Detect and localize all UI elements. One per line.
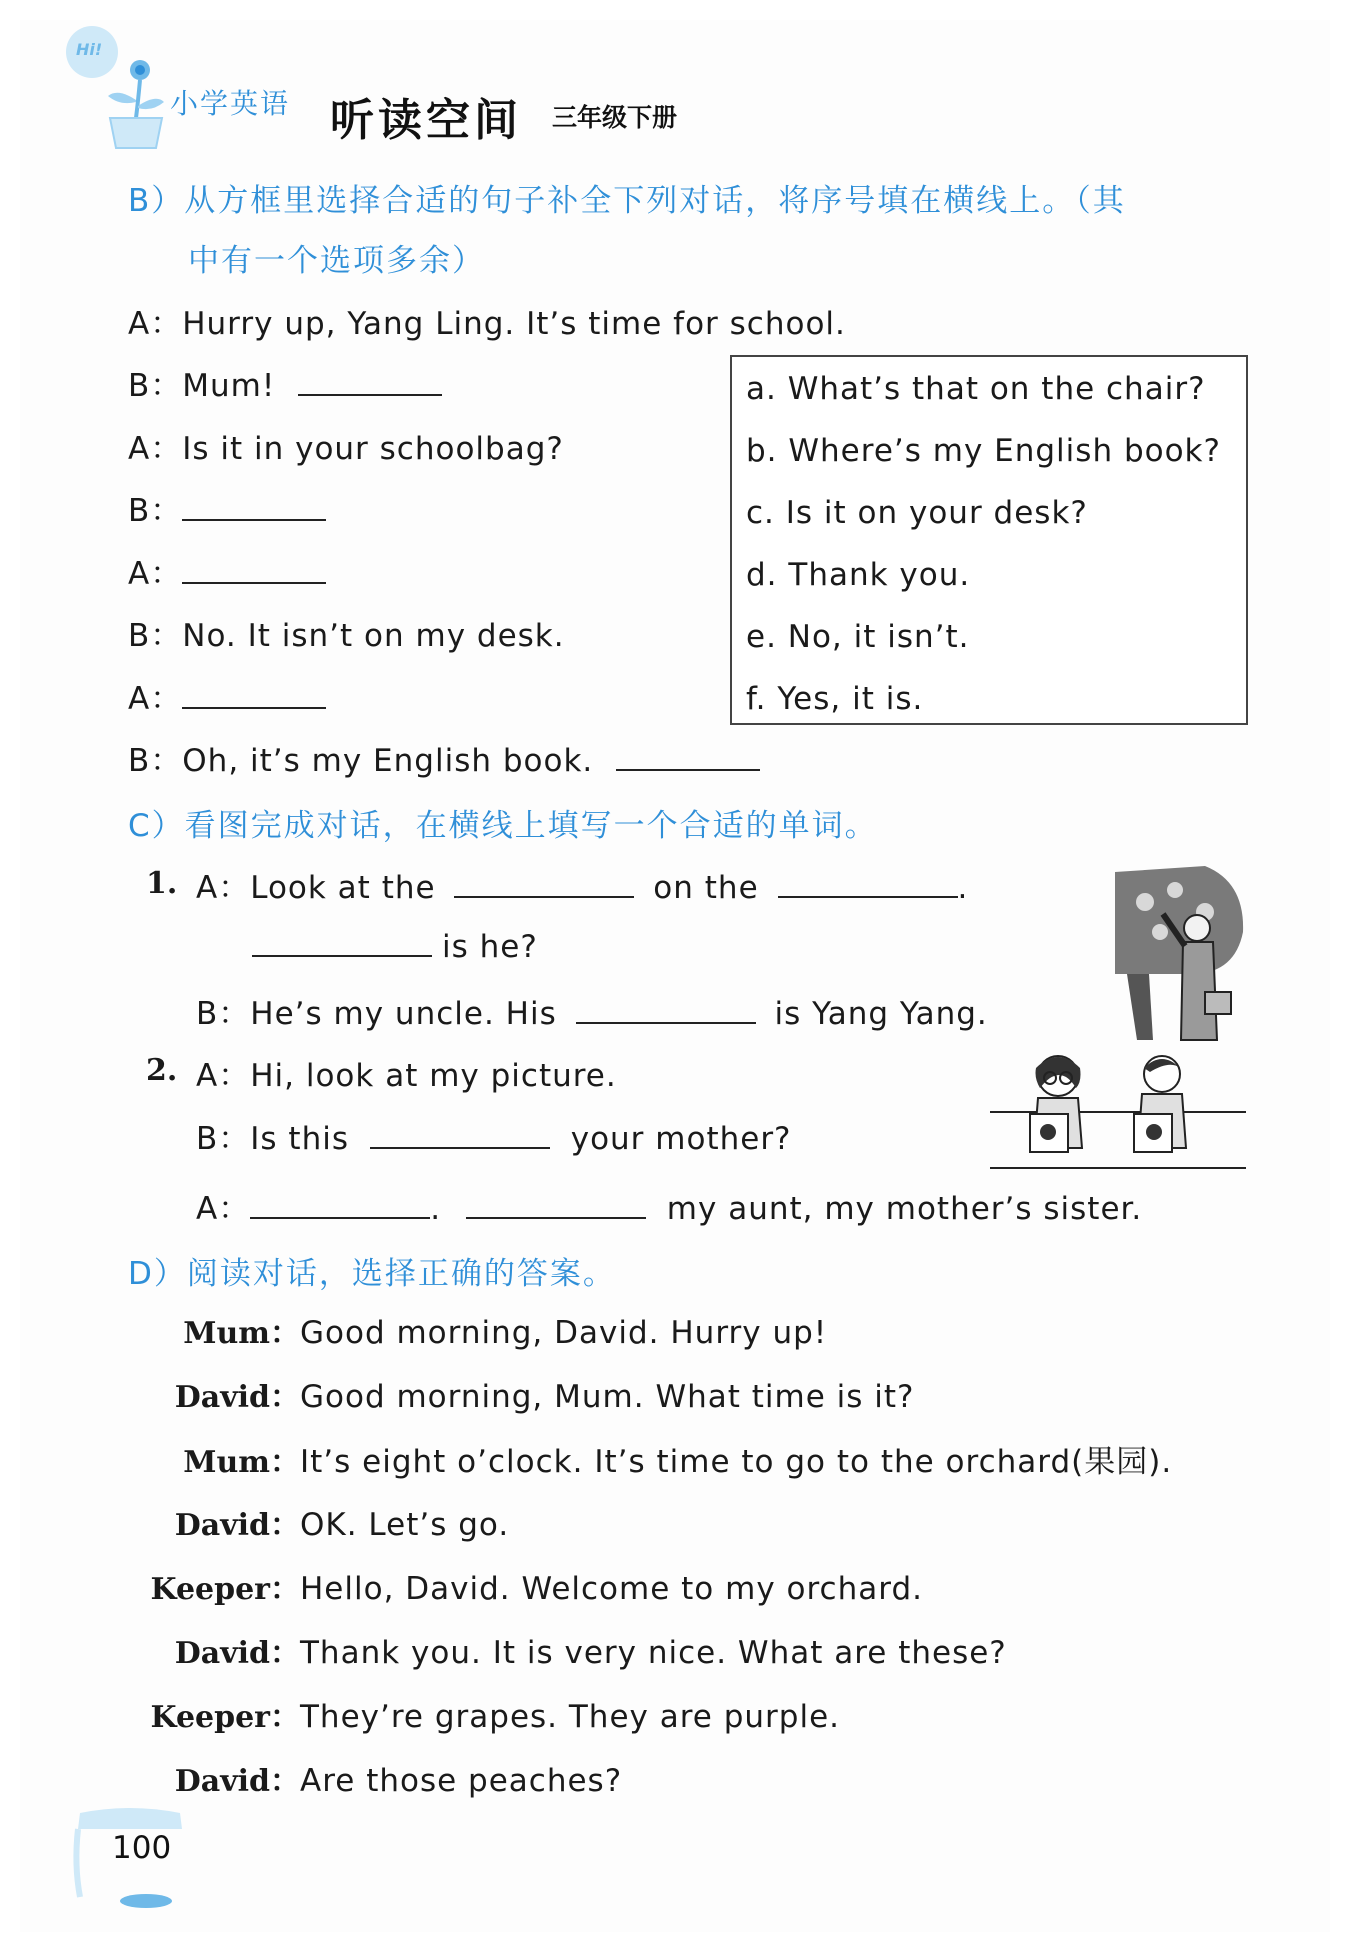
dialog-text: Thank you. It is very nice. What are these?: [300, 1635, 1007, 1671]
question-number: 2.: [146, 1053, 178, 1088]
punctuation: .: [957, 870, 969, 906]
answer-blank[interactable]: [298, 364, 442, 396]
brand-title: 听读空间: [330, 95, 522, 146]
section-b-instruction-cont: 中有一个选项多余）: [188, 243, 485, 279]
speaker-label: B：: [196, 996, 251, 1032]
option-c: c. Is it on your desk?: [746, 495, 1088, 531]
question-number: 1.: [146, 866, 178, 901]
answer-blank[interactable]: [252, 925, 432, 957]
dialog-line: [128, 298, 846, 343]
speaker-label: A：: [196, 1058, 251, 1094]
dialog-line: [130, 1308, 827, 1352]
page-number: 100: [112, 1830, 172, 1866]
colon: ：: [270, 1764, 300, 1799]
speaker-label: B：: [128, 743, 183, 779]
answer-blank[interactable]: [182, 552, 326, 584]
dialog-line: [252, 925, 538, 965]
colon: ：: [270, 1572, 300, 1607]
speaker-label: A：: [196, 1191, 251, 1227]
speaker-label: A：: [128, 306, 183, 342]
dialog-text: is Yang Yang.: [774, 996, 988, 1032]
options-box: [730, 355, 1248, 725]
dialog-line: [128, 485, 326, 530]
option-d: d. Thank you.: [746, 557, 971, 593]
dialog-text: your mother?: [570, 1121, 792, 1157]
speaker-name: Mum: [183, 1316, 270, 1351]
colon: ：: [270, 1700, 300, 1735]
option-a: a. What’s that on the chair?: [746, 371, 1206, 407]
dialog-line: [130, 1756, 622, 1800]
speaker-label: A：: [128, 431, 183, 467]
dialog-text: Good morning, David. Hurry up!: [300, 1315, 828, 1351]
colon: ：: [270, 1636, 300, 1671]
answer-blank[interactable]: [454, 866, 634, 898]
section-d-instruction: D）阅读对话，选择正确的答案。: [128, 1256, 616, 1292]
uncle-picking-fruit-illustration: [1105, 862, 1245, 1042]
speaker-name: Keeper: [150, 1572, 270, 1607]
answer-blank[interactable]: [616, 739, 760, 771]
speaker-label: A：: [128, 556, 183, 592]
dialog-text: It’s eight o’clock. It’s time to go to the orchard(果园).: [300, 1444, 1173, 1480]
speaker-label: A：: [196, 870, 251, 906]
dialog-text: Hurry up, Yang Ling. It’s time for school.: [182, 306, 846, 342]
colon: ：: [270, 1316, 300, 1351]
dialog-text: Is this: [250, 1121, 349, 1157]
dialog-line: [128, 548, 326, 593]
dialog-text: is he?: [442, 929, 538, 965]
dialog-line: [128, 610, 565, 655]
answer-blank[interactable]: [778, 866, 958, 898]
dialog-line: [196, 1113, 792, 1158]
dialog-text: He’s my uncle. His: [250, 996, 557, 1032]
speaker-name: Keeper: [150, 1700, 270, 1735]
dialog-line: [130, 1692, 840, 1736]
answer-blank[interactable]: [182, 677, 326, 709]
answer-blank[interactable]: [466, 1187, 646, 1219]
dialog-line: [130, 1628, 1007, 1672]
punctuation: .: [430, 1191, 442, 1227]
dialog-text: They’re grapes. They are purple.: [300, 1699, 841, 1735]
children-with-pictures-illustration: [990, 1048, 1246, 1172]
dialog-line: [196, 1183, 1142, 1228]
speaker-name: David: [174, 1508, 270, 1543]
answer-blank[interactable]: [576, 992, 756, 1024]
dialog-line: [128, 673, 326, 718]
speaker-label: B：: [128, 493, 183, 529]
dialog-text: on the: [653, 870, 759, 906]
dialog-text: Look at the: [250, 870, 436, 906]
dialog-text: No. It isn’t on my desk.: [182, 618, 565, 654]
grade-label: 三年级下册: [552, 103, 678, 132]
dialog-line: [128, 735, 760, 780]
dialog-text: Hello, David. Welcome to my orchard.: [300, 1571, 923, 1607]
brand-small-title: 小学英语: [170, 87, 291, 120]
dialog-line: [128, 360, 442, 405]
section-c-instruction: C）看图完成对话，在横线上填写一个合适的单词。: [128, 808, 878, 844]
dialog-text: OK. Let’s go.: [300, 1507, 510, 1543]
speaker-name: David: [174, 1380, 270, 1415]
speaker-label: A：: [128, 681, 183, 717]
option-b: b. Where’s my English book?: [746, 433, 1221, 469]
answer-blank[interactable]: [370, 1117, 550, 1149]
colon: ：: [270, 1445, 300, 1480]
speaker-label: B：: [196, 1121, 251, 1157]
colon: ：: [270, 1508, 300, 1543]
speaker-label: B：: [128, 618, 183, 654]
dialog-text: Are those peaches?: [300, 1763, 623, 1799]
dialog-line: [130, 1436, 1172, 1481]
dialog-text: Is it in your schoolbag?: [182, 431, 564, 467]
section-b-instruction: B）从方框里选择合适的句子补全下列对话，将序号填在横线上。（其: [128, 183, 1126, 219]
speaker-name: David: [174, 1764, 270, 1799]
dialog-line: [130, 1372, 914, 1416]
dialog-text: Oh, it’s my English book.: [182, 743, 594, 779]
dialog-line: [130, 1564, 923, 1608]
dialog-line: [128, 423, 564, 468]
dialog-text: my aunt, my mother’s sister.: [666, 1191, 1143, 1227]
hi-badge: Hi!: [76, 40, 103, 59]
option-e: e. No, it isn’t.: [746, 619, 970, 655]
option-f: f. Yes, it is.: [746, 681, 924, 717]
dialog-line: [130, 1500, 509, 1544]
dialog-text: Mum!: [182, 368, 276, 404]
speaker-name: David: [174, 1636, 270, 1671]
dialog-line: [196, 862, 968, 907]
dialog-line: [196, 1050, 617, 1095]
speaker-label: B：: [128, 368, 183, 404]
answer-blank[interactable]: [250, 1187, 430, 1219]
dialog-line: [196, 988, 988, 1033]
dialog-text: Hi, look at my picture.: [250, 1058, 617, 1094]
colon: ：: [270, 1380, 300, 1415]
dialog-text: Good morning, Mum. What time is it?: [300, 1379, 915, 1415]
answer-blank[interactable]: [182, 489, 326, 521]
speaker-name: Mum: [183, 1445, 270, 1480]
